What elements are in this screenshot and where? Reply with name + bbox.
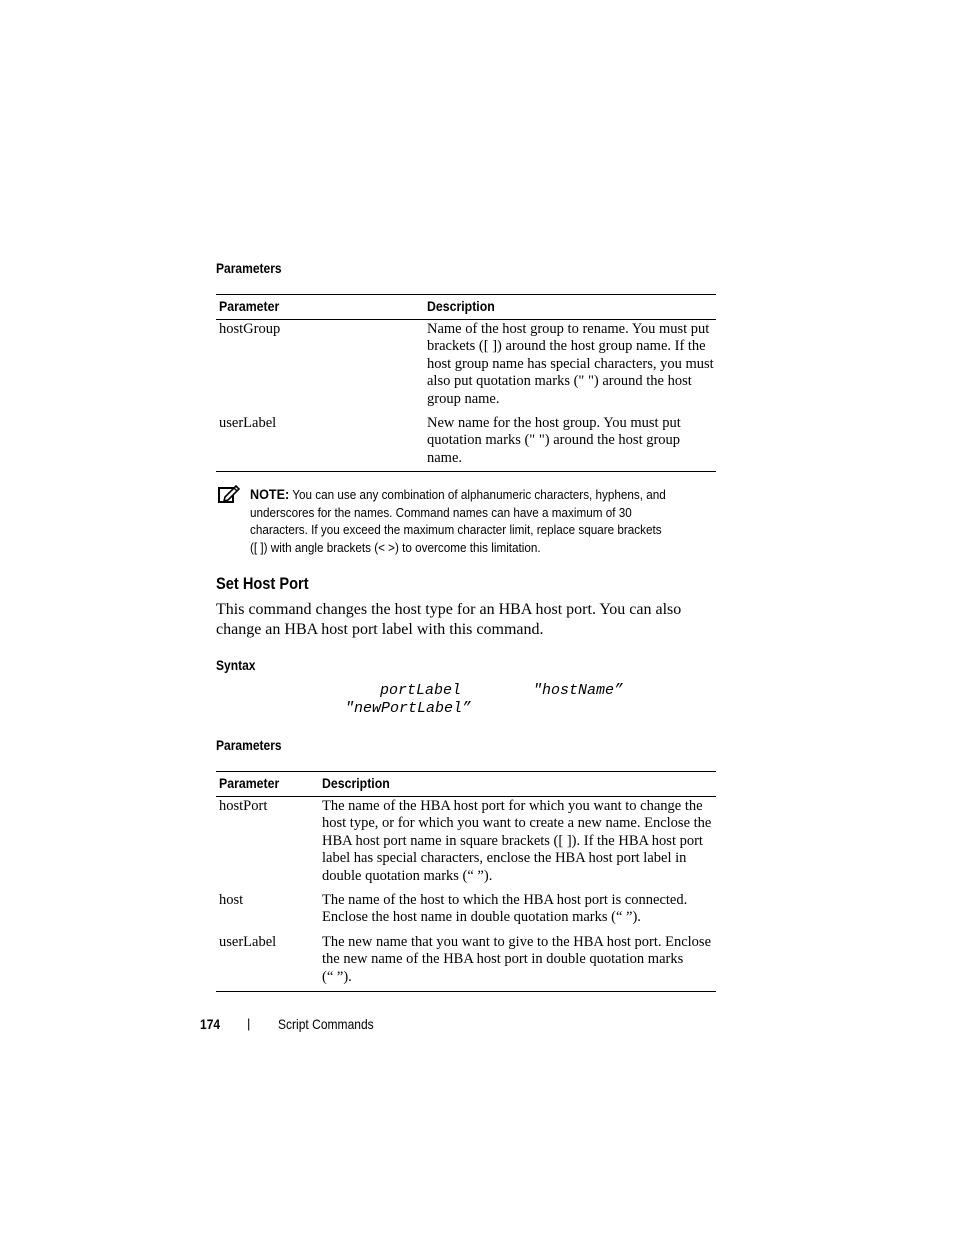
note-line: underscores for the names. Command names can have a maximum of 30 <box>250 504 632 520</box>
syntax-heading: Syntax <box>216 657 256 673</box>
page-number: 174 <box>200 1016 221 1032</box>
param-name: host <box>219 892 244 908</box>
table-header <box>216 295 716 320</box>
param-name: hostPort <box>219 798 268 814</box>
note-line: ([ ]) with angle brackets (< >) to overcome this limitation. <box>250 539 541 555</box>
footer-separator: | <box>247 1016 251 1031</box>
note-line: characters. If you exceed the maximum character limit, replace square brackets <box>250 522 662 537</box>
table-header <box>216 772 716 797</box>
parameters-heading: Parameters <box>216 260 282 276</box>
pencil-note-icon <box>218 484 240 504</box>
parameters-table-2 <box>216 771 716 992</box>
param-description: The name of the host to which the HBA host port is connected. Enclose the host name in double quotation marks (“ ”). <box>322 892 688 926</box>
syntax-new-port-label: "newPortLabel” <box>345 700 472 717</box>
note-label: NOTE: <box>250 486 290 502</box>
section-intro: This command changes the host type for an HBA host port. You can also change an HBA host port label with this command. <box>216 601 682 638</box>
note-line: You can use any combination of alphanumeric characters, hyphens, and <box>289 487 666 502</box>
param-description: New name for the host group. You must put quotation marks (" ") around the host group name. <box>427 415 681 466</box>
header-description: Description <box>322 775 390 791</box>
syntax-host-name: "hostName” <box>533 682 624 699</box>
header-description: Description <box>427 298 495 314</box>
param-name: userLabel <box>219 934 277 950</box>
param-description: Name of the host group to rename. You must put brackets ([ ]) around the host group name. If the host group name has special characters, you must also put quotation marks (" ") around the host group name. <box>427 321 714 407</box>
param-name: hostGroup <box>219 321 281 337</box>
syntax-port-label: portLabel <box>380 682 462 699</box>
footer-section-title: Script Commands <box>278 1016 374 1032</box>
note-block <box>250 486 712 556</box>
header-parameter: Parameter <box>219 775 280 791</box>
param-description: The name of the HBA host port for which you want to change the host type, or for which you want to create a new name. Enclose the HBA host port name in square brackets ([ ]). If the HBA host port label has special characters, enclose the HBA host port label in double quotation marks (“ ”). <box>322 798 712 884</box>
parameters-table-1 <box>216 294 716 472</box>
section-title: Set Host Port <box>216 574 309 593</box>
param-description: The new name that you want to give to the HBA host port. Enclose the new name of the HBA host port in double quotation marks (“ ”). <box>322 934 712 985</box>
header-parameter: Parameter <box>219 298 280 314</box>
param-name: userLabel <box>219 415 277 431</box>
parameters-heading: Parameters <box>216 737 282 753</box>
